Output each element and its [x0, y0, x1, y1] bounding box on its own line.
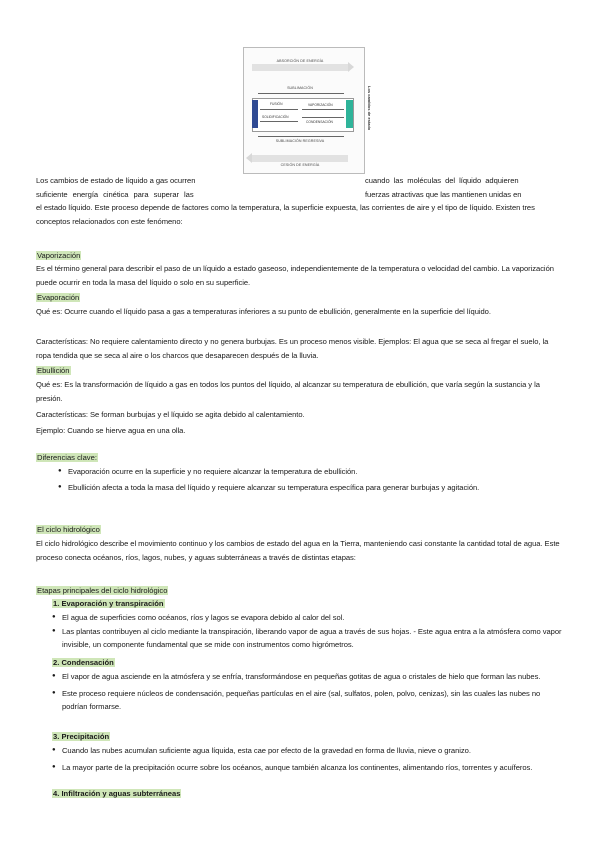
regressive-sublimation-label: SUBLIMACIÓN REGRESIVA: [275, 139, 325, 143]
absorption-band: [252, 64, 348, 71]
evaporacion-caracteristicas: Características: No requiere calentamiento directo y no genera burbujas. Es un proceso menos visible. Ejemplos: El agua que se seca al fregar el suelo, la ropa tendida que se seca al aire o los charcos que desaparecen después de la lluvia.: [36, 337, 549, 360]
vaporizacion-text: Es el término general para describir el paso de un líquido a estado gaseoso, independientemente de la temperatura o velocidad del cambio. La vaporización puede ocurrir en toda la masa del líquido o solo en su superficie.: [36, 264, 554, 287]
solidification-label: SOLIDIFICACIÓN: [262, 115, 289, 119]
etapa1-item: ● El agua de superficies como océanos, ríos y lagos se evapora debido al calor del sol.: [52, 611, 564, 625]
intro-right: [365, 174, 564, 201]
regressive-sublimation-arrow: [258, 136, 344, 137]
etapa1-list: [52, 611, 564, 652]
etapa2-item: ● Este proceso requiere núcleos de condensación, pequeñas partículas en el aire (sal, sulfatos, polen, polvo, cenizas), sin las cuales las nubes no podrían formarse.: [52, 687, 552, 714]
etapas-heading: Etapas principales del ciclo hidrológico: [37, 586, 168, 595]
diferencias-heading: Diferencias clave:: [37, 453, 97, 462]
etapa2-item: ● El vapor de agua asciende en la atmósfera y se enfría, transformándose en pequeñas gotitas de agua o cristales de hielo que forman las nubes.: [52, 670, 552, 684]
ebullicion-heading: Ebullición: [37, 366, 70, 375]
gas-block: [346, 100, 353, 128]
etapa1-item: ● Las plantas contribuyen al ciclo mediante la transpiración, liberando vapor de agua a través de sus hojas. - Este agua entra a la atmósfera como vapor invisible, un componente fundamental que se mide con instrumentos como higrómetros.: [52, 625, 564, 652]
solid-block: [252, 100, 258, 128]
diferencias-item: ● Ebullición afecta a toda la masa del líquido y requiere alcanzar su temperatura específica para generar burbujas y agitación.: [58, 481, 540, 495]
etapa2-heading: 2. Condensación: [53, 658, 114, 667]
states-of-matter-diagram: [243, 47, 372, 174]
ebullicion-que-es: Qué es: Es la transformación de líquido a gas en todos los puntos del líquido, al alcanzar su temperatura de ebullición, que varía según la sustancia y la presión.: [36, 380, 540, 403]
condensation-arrow: [302, 117, 344, 118]
release-label: CESIÓN DE ENERGÍA: [280, 163, 320, 167]
vaporization-label: VAPORIZACIÓN: [308, 103, 333, 107]
diagram-side-label: Los cambios de estado: [367, 86, 372, 131]
evaporacion-heading: Evaporación: [37, 293, 80, 302]
ebullicion-ejemplo: Ejemplo: Cuando se hierve agua en una olla.: [36, 426, 186, 435]
etapa3-heading: 3. Precipitación: [53, 732, 110, 741]
diferencias-item: ● Evaporación ocurre en la superficie y no requiere alcanzar la temperatura de ebullición.: [58, 465, 540, 479]
condensation-label: CONDENSACIÓN: [306, 120, 333, 124]
vaporizacion-heading: Vaporización: [37, 251, 81, 260]
solidification-arrow: [260, 121, 298, 122]
sublimation-label: SUBLIMACIÓN: [287, 86, 313, 90]
evaporacion-que-es: Qué es: Ocurre cuando el líquido pasa a gas a temperaturas inferiores a su punto de ebullición, generalmente en la superficie del líquido.: [36, 307, 491, 316]
intro-left: [36, 174, 241, 201]
fusion-label: FUSIÓN: [270, 102, 283, 106]
etapa3-list: [52, 744, 564, 774]
absorption-label: ABSORCIÓN DE ENERGÍA: [276, 59, 324, 63]
intro-right-line2: fuerzas atractivas que las mantienen unidas en: [365, 189, 522, 199]
etapa3-item: ● La mayor parte de la precipitación ocurre sobre los océanos, aunque también alcanza los continentes, alimentando ríos, torrentes y acuíferos.: [52, 761, 564, 775]
intro-left-line1: Los cambios de estado de líquido a gas ocurren: [36, 176, 196, 185]
vaporization-arrow: [302, 109, 344, 110]
intro-left-line2: suficiente energía cinética para superar las: [36, 189, 194, 199]
diferencias-list: [58, 465, 540, 494]
etapa2-list: [52, 670, 552, 714]
ciclo-heading: El ciclo hidrológico: [37, 525, 100, 534]
intro-paragraph: el estado líquido. Este proceso depende de factores como la temperatura, la superficie expuesta, las corrientes de aire y el tipo de líquido. Existen tres conceptos relacionados con este fenómeno:: [36, 203, 535, 226]
intro-right-line1: cuando las moléculas del líquido adquieren: [365, 176, 519, 185]
etapa4-heading: 4. Infiltración y aguas subterráneas: [53, 789, 181, 798]
fusion-arrow: [260, 109, 298, 110]
sublimation-arrow: [258, 93, 344, 94]
etapa3-item: ● Cuando las nubes acumulan suficiente agua líquida, esta cae por efecto de la gravedad en forma de lluvia, nieve o granizo.: [52, 744, 564, 758]
ciclo-text: El ciclo hidrológico describe el movimiento continuo y los cambios de estado del agua en la Tierra, manteniendo casi constante la cantidad total de agua. Este proceso conecta océanos, ríos, lagos, nubes, y aguas subterráneas a través de distintas etapas:: [36, 539, 560, 562]
release-band: [252, 155, 348, 162]
etapa1-heading: 1. Evaporación y transpiración: [53, 599, 164, 608]
ebullicion-caracteristicas: Características: Se forman burbujas y el líquido se agita debido al calentamiento.: [36, 410, 305, 419]
